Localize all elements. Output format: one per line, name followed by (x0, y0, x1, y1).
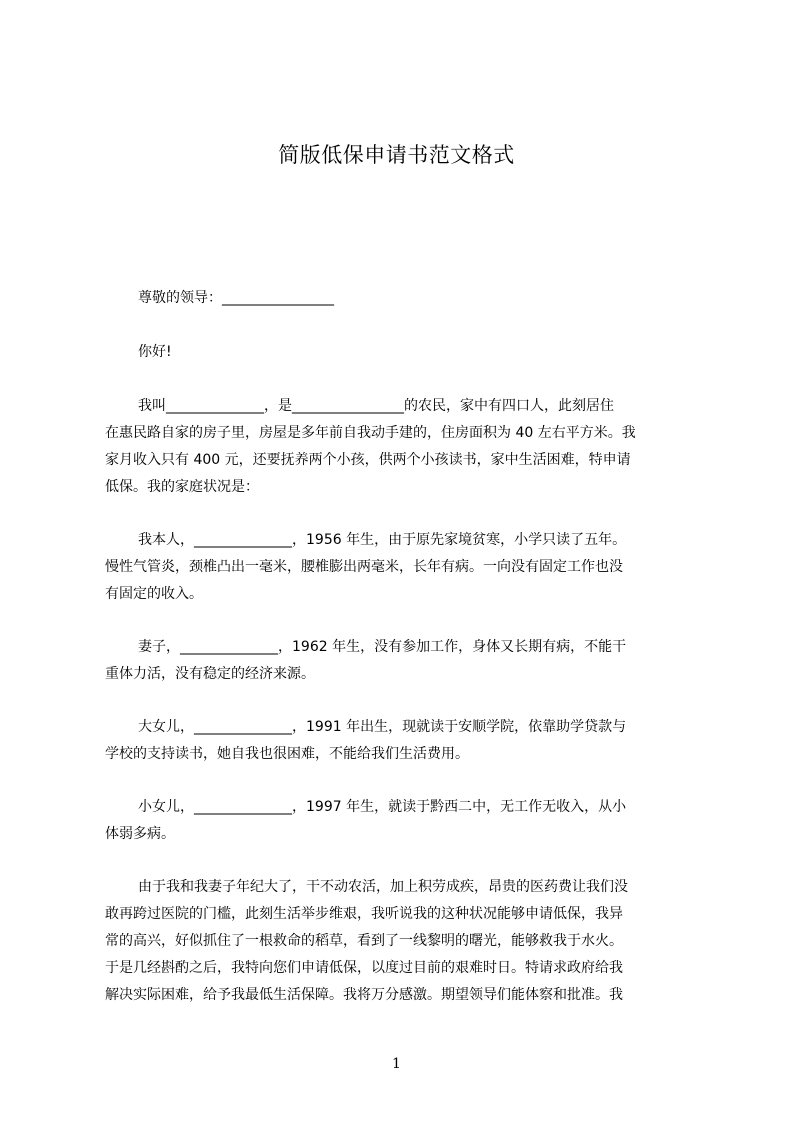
paragraph-line: 学校的支持读书，她自我也很困难，不能给我们生活费用。 (105, 746, 469, 762)
document-body (105, 285, 699, 1035)
paragraph-younger-daughter (105, 794, 699, 848)
paragraph-line: 体弱多病。 (105, 826, 175, 842)
paragraph-line: 由于我和我妻子年纪大了，干不动农活，加上积劳成疾，昂贵的医药费让我们没 (138, 879, 628, 895)
paragraph-intro (105, 393, 699, 501)
paragraph-line: 常的高兴，好似抓住了一根救命的稻草，看到了一线黎明的曙光，能够救我于水火。 (105, 933, 623, 949)
paragraph-line: 小女儿，______________，1997 年生，就读于黔西二中，无工作无收入，从小 (138, 799, 627, 815)
paragraph-line: 妻子，______________，1962 年生，没有参加工作，身体又长期有病，不能干 (138, 639, 627, 655)
paragraph-line: 低保。我的家庭状况是： (105, 479, 259, 495)
paragraph-line: 有固定的收入。 (105, 586, 203, 602)
paragraph-self (105, 527, 699, 608)
paragraph-line: 解决实际困难，给予我最低生活保障。我将万分感激。期望领导们能体察和批准。我 (105, 987, 623, 1003)
paragraph-line: 慢性气管炎，颈椎凸出一毫米，腰椎膨出两毫米，长年有病。一向没有固定工作也没 (105, 559, 623, 575)
paragraph-line: 敢再跨过医院的门槛，此刻生活举步维艰，我听说我的这种状况能够申请低保，我异 (105, 906, 623, 922)
paragraph-line: 家月收入只有 400 元，还要抚养两个小孩，供两个小孩读书，家中生活困难，特申请 (105, 452, 631, 468)
salutation-line: 尊敬的领导：________________ (138, 290, 334, 306)
paragraph-request (105, 874, 699, 1009)
page-number: 1 (392, 1056, 401, 1072)
paragraph-line: 重体力活，没有稳定的经济来源。 (105, 666, 315, 682)
paragraph-wife (105, 634, 699, 688)
paragraph-line: 于是几经斟酌之后，我特向您们申请低保，以度过目前的艰难时日。特请求政府给我 (105, 960, 623, 976)
document-title: 简版低保申请书范文格式 (278, 143, 515, 167)
paragraph-elder-daughter (105, 714, 699, 768)
greeting-line: 你好! (138, 344, 172, 360)
paragraph-line: 我本人，______________，1956 年生，由于原先家境贫寒，小学只读了五年。 (138, 532, 627, 548)
paragraph-line: 我叫______________，是________________的农民，家中有四口人，此刻居住 (138, 398, 614, 414)
paragraph-line: 在惠民路自家的房子里，房屋是多年前自我动手建的，住房面积为 40 左右平方米。我 (105, 425, 636, 441)
paragraph-line: 大女儿，______________，1991 年出生，现就读于安顺学院，依靠助学贷款与 (138, 719, 627, 735)
